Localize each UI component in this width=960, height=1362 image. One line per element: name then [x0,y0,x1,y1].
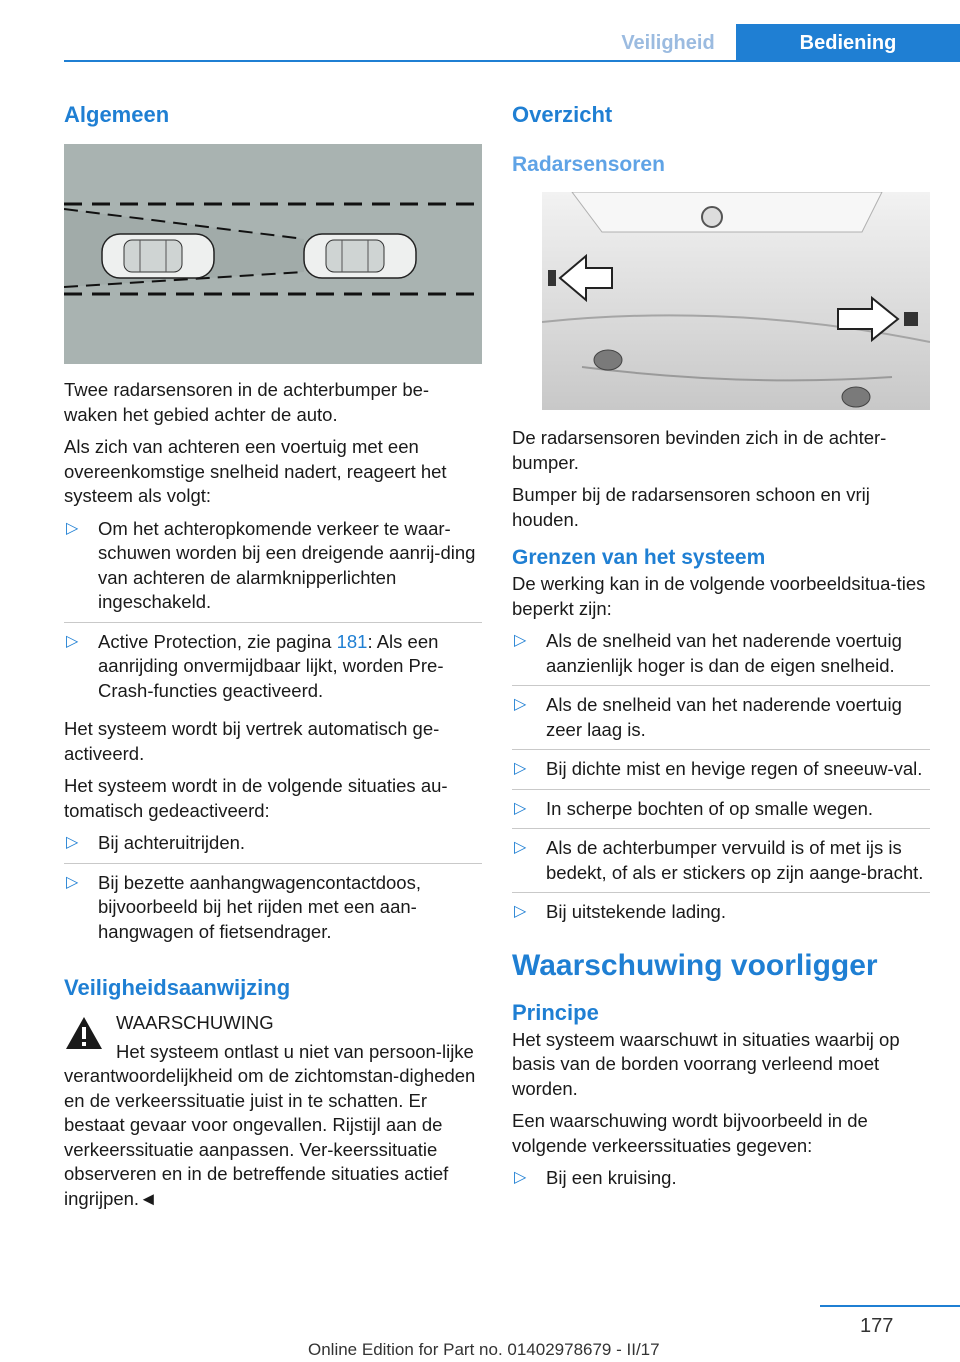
bullet-list [512,629,930,932]
paragraph: Het systeem waarschuwt in situaties waarbij op basis van de borden voorrang verleend moet worden. [512,1028,900,1099]
tab-veiligheid[interactable]: Veiligheid [600,24,736,62]
page-link[interactable]: 181 [336,630,368,652]
car-rear-icon [102,234,214,278]
bullet-list [512,1166,930,1198]
paragraph: Een waarschuwing wordt bijvoorbeeld in de volgende verkeerssituaties gegeven: [512,1110,868,1156]
bullet-list [64,831,482,951]
list-item: ▷ Active Protection, zie pagina 181: Als een aanrijding onvermijdbaar lijkt, worden Pre-Crash-functies geactiveerd. [66,630,444,701]
triangle-bullet-icon: ▷ [514,839,527,856]
warning-text: Het systeem ontlast u niet van persoon-lijke verantwoordelijkheid om de zichtomstan-digheden en de verkeerssituatie juist in te schatten. Er bestaat gevaar voor ongevallen. Rijstijl aan de verkeerssituatie aanpassen. Ver-keerssituatie observeren en in de betreffende situaties actief ingrijpen.◄ [64,1040,476,1209]
triangle-bullet-icon: ▷ [514,1169,527,1186]
header-rule [64,60,960,62]
tab-bediening[interactable]: Bediening [736,24,960,62]
footer-rule [820,1305,960,1307]
list-item: ▷ Als de snelheid van het naderende voertuig zeer laag is. [512,693,930,750]
triangle-bullet-icon: ▷ [66,834,79,851]
paragraph: De werking kan in de volgende voorbeeldsitua-ties beperkt zijn: [512,573,926,619]
heading-waarschuwing-voorligger: Waarschuwing voorligger [512,948,878,982]
triangle-bullet-icon: ▷ [66,632,79,650]
list-item: ▷ Bij een kruising. [512,1166,930,1198]
edition-line: Online Edition for Part no. 01402978679 - II/17 [308,1340,660,1359]
triangle-bullet-icon: ▷ [514,760,527,777]
paragraph: Het systeem wordt bij vertrek automatisch ge-activeerd. [64,718,440,764]
paragraph: Als zich van achteren een voertuig met een overeenkomstige snelheid nadert, reageert het systeem als volgt: [64,436,447,506]
road-diagram-svg [64,144,482,364]
triangle-bullet-icon: ▷ [514,903,527,920]
list-item: ▷ Als de achterbumper vervuild is of met ijs is bedekt, of als er stickers op zijn aange-bracht. [512,836,930,893]
right-column [512,100,930,1205]
warning-title: WAARSCHUWING [116,1012,274,1033]
list-item: ▷ Bij uitstekende lading. [512,900,930,932]
paragraph: Bumper bij de radarsensoren schoon en vrij houden. [512,484,870,530]
heading-principe: Principe [512,999,599,1025]
warning-triangle-icon [64,1015,104,1051]
heading-algemeen: Algemeen [64,102,170,127]
triangle-bullet-icon: ▷ [514,696,527,713]
bumper-illustration-svg [542,192,930,410]
paragraph: Het systeem wordt in de volgende situaties au-tomatisch gedeactiveerd: [64,775,448,821]
warning-block [64,1011,482,1211]
heading-grenzen: Grenzen van het systeem [512,546,766,569]
triangle-bullet-icon: ▷ [66,873,79,891]
list-item: ▷ Bij dichte mist en hevige regen of sneeuw-val. [512,757,930,790]
road-illustration [64,144,482,364]
triangle-bullet-icon: ▷ [514,632,527,649]
list-item: ▷ In scherpe bochten of op smalle wegen. [512,797,930,830]
bullet-list [64,517,482,711]
bumper-photo [542,192,930,410]
list-item: ▷ Om het achteropkomende verkeer te waar-schuwen worden bij een dreigende aanrij-ding van achteren de alarmknipperlichten ingeschakeld. [64,517,482,623]
heading-overzicht: Overzicht [512,102,613,127]
triangle-bullet-icon: ▷ [66,519,79,537]
paragraph: Twee radarsensoren in de achterbumper be-waken het gebied achter de auto. [64,379,430,425]
car-front-icon [304,234,416,278]
left-column [64,100,482,1211]
paragraph: De radarsensoren bevinden zich in de achter-bumper. [512,427,887,473]
list-item: ▷ Als de snelheid van het naderende voertuig aanzienlijk hoger is dan de eigen snelheid. [512,629,930,686]
triangle-bullet-icon: ▷ [514,799,527,817]
heading-veiligheidsaanwijzing: Veiligheidsaanwijzing [64,975,291,1000]
heading-radarsensoren: Radarsensoren [512,153,665,176]
list-item: ▷ Bij bezette aanhangwagencontactdoos, bijvoorbeeld bij het rijden met een aan-hangwagen of fietsendrager. [66,871,421,942]
page-number: 177 [860,1315,894,1337]
list-item: ▷ Bij achteruitrijden. [64,831,482,864]
